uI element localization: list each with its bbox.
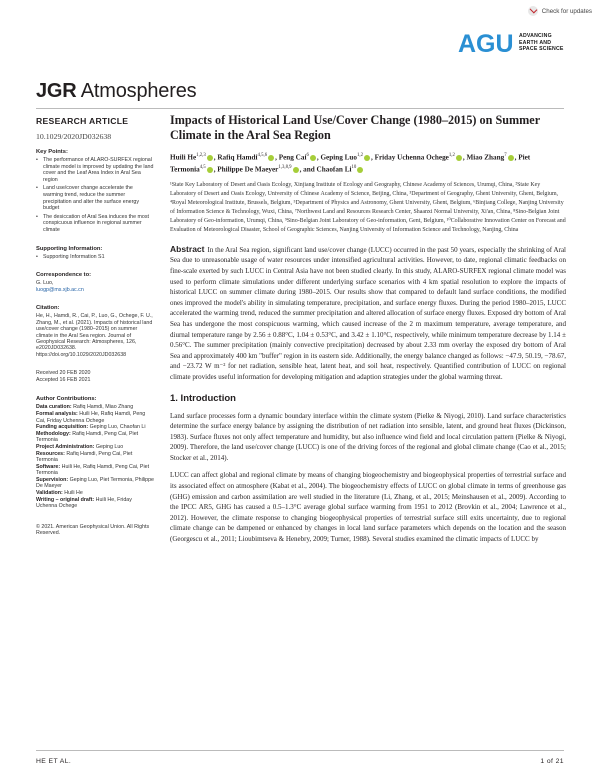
author-affiliation-sup: 1,2 — [357, 153, 363, 158]
orcid-icon[interactable] — [207, 155, 213, 161]
orcid-icon[interactable] — [357, 167, 363, 173]
contributions-heading: Author Contributions: — [36, 396, 97, 403]
abstract-text: In the Aral Sea region, significant land use/cover change (LUCC) occurred in the past 50 years, especially the shrinking of Aral Sea due to unreasonable usage of water resources under intensified agricultural activities. However, to date, regional climatic feedbacks on fine-scale exerted by such LUCC in Central Asia have not been studied clearly. In this study, ALARO-SURFEX regional climate model was used to perform climate simulations under different underlying surface scenarios with 4 km spatial resolution to explore the impacts of historical LUCC on summer climate during 1980–2015. Our results show that compared to default land surface conditions, the modified ones improved the model's ability in simulating temperature, precipitation, and surface energy fluxes. During the period 1980–2015, LUCC accelerated the warming trend, reduced the summer precipitation and altered allocation of surface energy fluxes. Exposed dry bottom of Aral Sea has undergone the most conspicuous warming, which caused increase of the 2 m maximum temperature, average temperature, and diurnal temperature range by 2.56 ± 0.88°C, 1.04 ± 0.53°C, and 3.42 ± 1.10°C, respectively, while minimum temperature decrease by 1.14 ± 0.56°C. The summer precipitation (mainly convective precipitation) decreased by about 2.33 mm overlay the exposed dry bottom of Aral Sea and approximately 400 km "buffer" region in its eastern side. Additionally, the energy balance changed as follows: −47.9, 50.19, −78.67, and −23.72 W m⁻² for net radiation, sensible heat, latent heat, and soil heat, respectively. Quantified contribution of LUCC on regional climate provides useful information for developing mitigation and adaption strategies under the global warming threat. — [170, 245, 566, 381]
affiliations: ¹State Key Laboratory of Desert and Oasis Ecology, Xinjiang Institute of Ecology and Geography, Chinese Academy of Sciences, Urumqi, China, ²State Key Laboratory of Desert and Oasis Ecology, University of Chinese Academy of Science, Beijing, China, ³Department of Geography, Ghent University, Ghent, Belgium, ⁴Royal Meteorological Institute, Brussels, Belgium, ⁵Department of Physics and Astronomy, Ghent University, Ghent, Belgium, ⁶Binjiang College, Nanjing University of Information Science & Technology, Wuxi, China, ⁷Northwest Land and Resources Research Center, Shaanxi Normal University, Xi'an, China, ⁸Sino-Belgian Joint Laboratory of Geo-information, Urumqi, China, ⁹Sino-Belgian Joint Laboratory of Geo-information, Gent, Belgium, ¹⁰Collaborative Innovation Center on Forecast and Evaluation of Meteorological Disaster, School of Geographic Sciences, Nanjing University of Information Science and Technology, Nanjing, China — [170, 181, 566, 233]
contribution-item: Writing – original draft: Huili He, Friday Uchenna Ochege — [36, 496, 132, 510]
orcid-icon[interactable] — [508, 155, 514, 161]
article-type: RESEARCH ARTICLE — [36, 116, 129, 126]
abstract — [170, 244, 566, 383]
journal-name-bold: JGR — [36, 80, 77, 102]
author-name: Miao Zhang — [466, 153, 505, 162]
page-number: 1 of 21 — [540, 758, 564, 765]
contribution-item: Resources: Rafiq Hamdi, Peng Cai, Piet Termonia — [36, 450, 133, 464]
author-affiliation-sup: 1,3,8,9 — [278, 164, 292, 170]
header-rule — [36, 108, 564, 109]
author-name: Piet Termonia — [170, 153, 531, 174]
agu-tagline-line: ADVANCING — [519, 33, 552, 40]
author-name: and Chaofan Li — [303, 165, 352, 174]
key-points — [36, 149, 154, 234]
author-affiliation-sup: 1,2,3 — [196, 153, 206, 158]
agu-logo-mark — [458, 30, 516, 56]
introduction-body — [170, 411, 566, 545]
agu-tagline-line: SPACE SCIENCE — [519, 46, 564, 53]
intro-paragraph: Land surface processes form a dynamic boundary interface within the climate system (Pielke & Niyogi, 2010). Land surface characteristics determine the surface energy balance by assigning the distribution of net radiation into sensible, latent, and ground heat fluxes (Dickinson, 1983). Surface fluxes not only affect temperature and humidity, but also influence wind field and local circulation pattern (Pielke & Niyogi, 2009). Therefore, the land use/cover change (LUCC) is one of the driving forces of the regional and global climate change (Cao et al., 2015; Stocker et al., 2014). — [170, 411, 566, 462]
history-dates — [36, 370, 154, 383]
key-point: • The performance of ALARO-SURFEX regional climate model is improved by updating the land cover and the Leaf Area Index in Aral Sea region — [36, 157, 154, 183]
author-name: Geping Luo — [320, 153, 357, 162]
page-footer — [36, 758, 564, 765]
copyright-text: © 2021. American Geophysical Union. All Rights Reserved. — [36, 523, 150, 537]
contribution-item: Validation: Huili He — [36, 490, 83, 497]
agu-logo — [458, 30, 564, 56]
contribution-item: Data curation: Rafiq Hamdi, Miao Zhang — [36, 404, 134, 411]
contribution-item: Project Administration: Geping Luo — [36, 443, 124, 450]
author-name: Friday Uchenna Ochege — [374, 153, 449, 162]
author-affiliation-sup: 4,5,6 — [257, 153, 268, 158]
orcid-icon[interactable] — [310, 155, 316, 161]
author-list: Huili He$^{1,2,3}$ , Rafiq Hamdi$^{4,5,6}$ , Peng Cai$^6$ , Geping Luo$^{1,2}$ , Friday Uchenna Ochege$^{1,2}$ , Miao Zhang$^7$ , Piet Termonia$^{4,5}$ , Philippe De Maeyer$^{1,3,8,9}$ , and Chaofan Li$^{10}$ — [170, 153, 531, 174]
contribution-item: Methodology: Rafiq Hamdi, Peng Cai, Piet Termonia — [36, 430, 139, 444]
contribution-item: Software: Huili He, Rafiq Hamdi, Peng Cai, Piet Termonia — [36, 463, 150, 477]
author-name: Huili He — [170, 153, 197, 162]
agu-logo-text: AGU — [458, 30, 514, 56]
correspondence — [36, 272, 154, 293]
received-date: Received 20 FEB 2020 — [36, 370, 91, 377]
footer-rule — [36, 750, 564, 751]
check-for-updates-badge[interactable] — [528, 6, 592, 16]
author-name: Peng Cai — [278, 153, 307, 162]
correspondence-name: G. Luo, — [36, 280, 54, 287]
supporting-heading: Supporting Information: — [36, 245, 103, 252]
author-affiliation-sup: 7 — [504, 153, 507, 158]
intro-paragraph: LUCC can affect global and regional climate by means of changing biogeochemistry and biogeophysical properties of terrestrial surface and its associated effect on atmosphere (Kabat et al., 2004). The biogeochemistry effects of LUCC on global climate in terms of greenhouse gas (GHG) emission and carbon assimilation are well studied in the literature (Li, Zhang, et al., 2015; Meinshausen et al., 2009). According to the IPCC AR5, GHG has caused a 0.5–1.3°C average global surface warming from 1951 to 2012 (Brovkin et al., 2004; Lawrence et al., 2012). However, the climate response to changing biogeophysical properties of terrestrial surface still exits uncertainty, due to regional climate change can be dampened or enhanced by changes in local land surface parameters which depends on the location and the season (Georgescu et al., 2011; Lioubimtseva & Henebry, 2009; Turner, 1988). Several studies examined the climatic impacts of LUCC by — [170, 471, 566, 544]
citation-text: He, H., Hamdi, R., Cai, P., Luo, G., Ochege, F. U., Zhang, M., et al. (2021). Impacts of historical land use/cover change (1980–2015) on summer climate in the Aral Sea region. Journal of Geophysical Research: Atmospheres, 126, e2020JD032638. https://doi.org/10.1029/2020JD032638 — [36, 313, 153, 358]
journal-name — [36, 80, 196, 103]
contribution-item: Supervision: Geping Luo, Piet Termonia, Philippe De Maeyer — [36, 476, 154, 490]
contribution-item: Funding acquisition: Geping Luo, Chaofan Li — [36, 424, 146, 431]
article-title: Impacts of Historical Land Use/Cover Change (1980–2015) on Summer Climate in the Aral Sea Region — [170, 113, 540, 142]
abstract-label: Abstract — [170, 243, 205, 254]
orcid-icon[interactable] — [268, 155, 274, 161]
key-point: • The desiccation of Aral Sea induces the most conspicuous influence in regional summer climate — [36, 214, 154, 234]
author-affiliation-sup: 10 — [351, 164, 357, 170]
author-affiliation-sup: 1,2 — [448, 153, 455, 158]
author-affiliation-sup: 4,5 — [199, 164, 206, 170]
journal-name-rest: Atmospheres — [76, 80, 197, 102]
footer-authors: HE ET AL. — [36, 758, 72, 765]
key-point: • Land use/cover change accelerate the warming trend, reduce the summer precipitation and alter the surface energy budget — [36, 185, 154, 211]
main-content — [170, 113, 566, 545]
key-points-heading: Key Points: — [36, 149, 68, 155]
contribution-item: Formal analysis: Huili He, Rafiq Hamdi, Peng Cai, Friday Uchenna Ochege — [36, 410, 146, 424]
supporting-item[interactable]: • Supporting Information S1 — [36, 254, 154, 261]
copyright — [36, 524, 154, 537]
orcid-icon[interactable] — [364, 155, 370, 161]
check-updates-icon — [528, 6, 538, 16]
author-contributions — [36, 396, 154, 510]
citation — [36, 305, 154, 358]
orcid-icon[interactable] — [207, 167, 213, 173]
accepted-date: Accepted 16 FEB 2021 — [36, 376, 91, 383]
author-affiliation-sup: 6 — [306, 153, 309, 158]
orcid-icon[interactable] — [456, 155, 462, 161]
correspondence-email[interactable]: luogp@ms.xjb.ac.cn — [36, 286, 84, 293]
author-name: Philippe De Maeyer — [217, 165, 279, 174]
agu-tagline — [519, 33, 564, 52]
section-heading-introduction: 1. Introduction — [170, 392, 236, 404]
agu-tagline-line: EARTH AND — [519, 39, 552, 46]
check-updates-label: Check for updates — [541, 7, 592, 15]
citation-heading: Citation: — [36, 305, 60, 312]
correspondence-heading: Correspondence to: — [36, 272, 92, 279]
supporting-information — [36, 246, 154, 261]
orcid-icon[interactable] — [293, 167, 299, 173]
article-doi[interactable]: 10.1029/2020JD032638 — [36, 132, 112, 141]
left-sidebar — [36, 116, 154, 537]
author-name: Rafiq Hamdi — [217, 153, 258, 162]
